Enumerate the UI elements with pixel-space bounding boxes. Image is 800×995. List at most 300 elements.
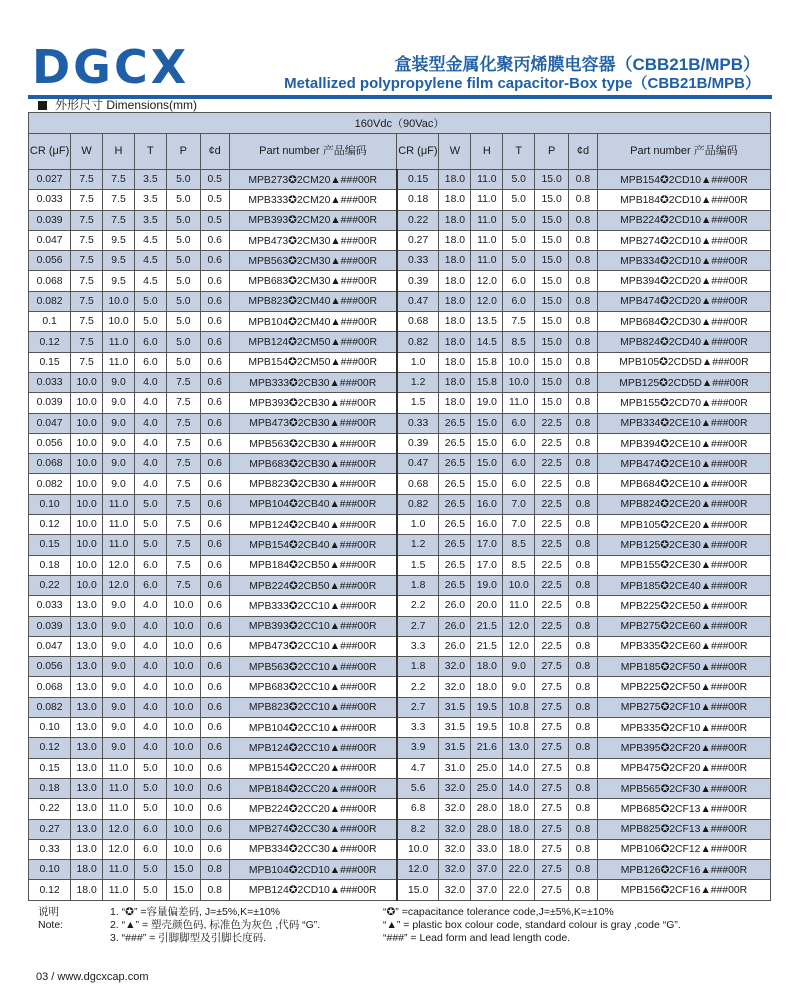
table-cell: 5.0 (134, 535, 166, 555)
table-cell: 0.056 (29, 433, 71, 453)
table-cell: 31.5 (439, 718, 471, 738)
table-cell: 0.6 (200, 474, 229, 494)
table-cell: 7.5 (166, 575, 200, 595)
table-cell: 0.8 (569, 433, 598, 453)
table-cell: 0.27 (29, 819, 71, 839)
table-row (29, 312, 771, 332)
table-cell: 13.0 (503, 738, 535, 758)
table-cell: MPB825✪2CF13▲###00R (597, 819, 770, 839)
table-cell: 10.0 (71, 575, 103, 595)
table-cell: 6.0 (503, 433, 535, 453)
table-row (29, 819, 771, 839)
table-cell: 0.8 (569, 616, 598, 636)
table-cell: 0.8 (569, 291, 598, 311)
table-cell: 32.0 (439, 677, 471, 697)
table-cell: 4.0 (134, 393, 166, 413)
table-cell: 9.0 (103, 738, 135, 758)
table-cell: MPB335✪2CF10▲###00R (597, 718, 770, 738)
table-cell: 8.5 (503, 332, 535, 352)
table-cell: 9.0 (503, 677, 535, 697)
table-cell: 7.5 (503, 312, 535, 332)
table-cell: 11.0 (103, 778, 135, 798)
table-cell: 4.0 (134, 657, 166, 677)
table-cell: 13.0 (71, 616, 103, 636)
table-cell: 15.0 (471, 454, 503, 474)
notes-cn (110, 906, 410, 945)
table-cell: 12.0 (503, 636, 535, 656)
table-cell: 7.5 (166, 372, 200, 392)
table-cell: 0.39 (397, 271, 439, 291)
table-cell: 2.7 (397, 616, 439, 636)
table-cell: MPB683✪2CM30▲###00R (229, 271, 397, 291)
table-cell: 15.0 (535, 291, 569, 311)
table-cell: 0.15 (397, 170, 439, 190)
table-cell: 22.5 (535, 454, 569, 474)
dimensions-heading (38, 96, 197, 113)
table-cell: 18.0 (471, 677, 503, 697)
table-cell: 22.5 (535, 575, 569, 595)
table-cell: MPB333✪2CC10▲###00R (229, 596, 397, 616)
table-cell: 0.8 (569, 230, 598, 250)
table-cell: 0.15 (29, 758, 71, 778)
table-cell: 0.6 (200, 616, 229, 636)
page-title-cn: 盒装型金属化聚丙烯膜电容器（CBB21B/MPB） (394, 55, 760, 74)
table-cell: 9.0 (103, 596, 135, 616)
table-cell: 8.2 (397, 819, 439, 839)
table-cell: 9.0 (103, 413, 135, 433)
table-cell: 12.0 (103, 839, 135, 859)
table-cell: 10.0 (71, 515, 103, 535)
table-cell: 0.6 (200, 515, 229, 535)
table-cell: 18.0 (439, 312, 471, 332)
table-cell: 3.3 (397, 718, 439, 738)
table-cell: MPB124✪2CD10▲###00R (229, 880, 397, 900)
table-cell: 22.5 (535, 636, 569, 656)
table-cell: MPB125✪2CE30▲###00R (597, 535, 770, 555)
table-row (29, 271, 771, 291)
table-cell: 7.5 (71, 291, 103, 311)
table-cell: MPB224✪2CB50▲###00R (229, 575, 397, 595)
table-cell: 6.0 (134, 819, 166, 839)
table-cell: 0.6 (200, 799, 229, 819)
table-cell: 4.0 (134, 596, 166, 616)
table-cell: 15.0 (535, 332, 569, 352)
table-cell: MPB684✪2CE10▲###00R (597, 474, 770, 494)
table-cell: 0.82 (397, 332, 439, 352)
table-cell: 22.0 (503, 880, 535, 900)
table-cell: 18.0 (503, 799, 535, 819)
table-cell: 3.5 (134, 210, 166, 230)
table-cell: 11.0 (103, 880, 135, 900)
table-cell: MPB156✪2CF16▲###00R (597, 880, 770, 900)
table-cell: 0.6 (200, 393, 229, 413)
table-cell: 0.8 (569, 799, 598, 819)
table-row (29, 799, 771, 819)
table-cell: MPB334✪2CD10▲###00R (597, 251, 770, 271)
table-cell: 0.056 (29, 251, 71, 271)
table-cell: 0.18 (397, 190, 439, 210)
table-cell: 13.0 (71, 758, 103, 778)
table-cell: 25.0 (471, 778, 503, 798)
table-cell: MPB684✪2CD30▲###00R (597, 312, 770, 332)
column-header: W (439, 134, 471, 170)
table-cell: 5.0 (166, 352, 200, 372)
table-cell: 12.0 (503, 616, 535, 636)
table-cell: 11.0 (103, 860, 135, 880)
table-cell: 10.0 (71, 393, 103, 413)
table-cell: 9.5 (103, 230, 135, 250)
table-cell: MPB185✪2CF50▲###00R (597, 657, 770, 677)
table-cell: 0.8 (569, 596, 598, 616)
table-cell: 11.0 (103, 535, 135, 555)
table-cell: 18.0 (471, 657, 503, 677)
table-cell: 0.047 (29, 636, 71, 656)
table-cell: 19.5 (471, 697, 503, 717)
table-cell: 22.5 (535, 596, 569, 616)
table-cell: MPB393✪2CB30▲###00R (229, 393, 397, 413)
table-cell: 9.0 (103, 657, 135, 677)
table-cell: 15.0 (535, 312, 569, 332)
table-cell: MPB224✪2CD10▲###00R (597, 210, 770, 230)
table-cell: 7.5 (166, 433, 200, 453)
table-cell: 0.8 (569, 494, 598, 514)
table-row (29, 616, 771, 636)
table-cell: 4.7 (397, 758, 439, 778)
table-cell: 5.0 (134, 515, 166, 535)
table-cell: 7.5 (166, 474, 200, 494)
table-cell: 10.0 (166, 596, 200, 616)
table-cell: 6.0 (503, 291, 535, 311)
table-cell: 4.0 (134, 413, 166, 433)
table-cell: 21.5 (471, 616, 503, 636)
table-cell: 10.0 (71, 555, 103, 575)
table-cell: 18.0 (503, 819, 535, 839)
table-cell: 25.0 (471, 758, 503, 778)
table-cell: 27.5 (535, 758, 569, 778)
table-cell: 7.5 (71, 210, 103, 230)
table-cell: 0.8 (569, 880, 598, 900)
table-cell: MPB124✪2CC10▲###00R (229, 738, 397, 758)
table-cell: 0.15 (29, 535, 71, 555)
table-cell: 5.0 (166, 271, 200, 291)
table-cell: 0.6 (200, 819, 229, 839)
table-row (29, 657, 771, 677)
table-cell: 4.0 (134, 738, 166, 758)
table-cell: 22.5 (535, 413, 569, 433)
table-cell: 15.0 (166, 860, 200, 880)
table-cell: 26.0 (439, 616, 471, 636)
table-cell: 5.0 (166, 190, 200, 210)
table-cell: 1.0 (397, 352, 439, 372)
table-cell: MPB225✪2CE50▲###00R (597, 596, 770, 616)
table-cell: 0.033 (29, 190, 71, 210)
table-cell: 27.5 (535, 880, 569, 900)
table-cell: 15.8 (471, 352, 503, 372)
table-cell: 0.5 (200, 190, 229, 210)
table-cell: 5.0 (134, 758, 166, 778)
table-cell: 15.0 (471, 433, 503, 453)
brand-logo: DGCX (32, 40, 190, 94)
table-cell: 0.18 (29, 778, 71, 798)
table-cell: 10.0 (397, 839, 439, 859)
table-cell: 0.082 (29, 474, 71, 494)
table-cell: 18.0 (439, 170, 471, 190)
table-row (29, 758, 771, 778)
table-cell: MPB155✪2CD70▲###00R (597, 393, 770, 413)
table-cell: 0.10 (29, 494, 71, 514)
table-cell: 0.47 (397, 291, 439, 311)
table-cell: MPB823✪2CB30▲###00R (229, 474, 397, 494)
table-cell: 0.6 (200, 758, 229, 778)
table-cell: 9.5 (103, 271, 135, 291)
table-row (29, 718, 771, 738)
table-cell: 27.5 (535, 657, 569, 677)
table-cell: 26.5 (439, 474, 471, 494)
table-cell: 13.5 (471, 312, 503, 332)
table-cell: 10.0 (503, 575, 535, 595)
column-header: ¢d (569, 134, 598, 170)
table-cell: 5.0 (134, 291, 166, 311)
table-cell: 7.5 (71, 170, 103, 190)
table-cell: 0.8 (569, 352, 598, 372)
table-cell: 9.0 (103, 697, 135, 717)
table-cell: 8.5 (503, 535, 535, 555)
table-cell: 5.0 (134, 778, 166, 798)
table-cell: 0.5 (200, 170, 229, 190)
table-cell: MPB333✪2CB30▲###00R (229, 372, 397, 392)
table-cell: 31.5 (439, 738, 471, 758)
table-cell: 10.0 (166, 819, 200, 839)
table-cell: 0.8 (569, 636, 598, 656)
table-cell: MPB335✪2CE60▲###00R (597, 636, 770, 656)
table-cell: MPB393✪2CM20▲###00R (229, 210, 397, 230)
table-cell: 32.0 (439, 657, 471, 677)
table-cell: 0.047 (29, 413, 71, 433)
table-cell: 0.6 (200, 332, 229, 352)
table-cell: 21.5 (471, 636, 503, 656)
column-header: W (71, 134, 103, 170)
table-cell: 10.0 (166, 799, 200, 819)
table-cell: 10.8 (503, 718, 535, 738)
table-cell: MPB475✪2CF20▲###00R (597, 758, 770, 778)
table-cell: 0.8 (569, 575, 598, 595)
table-cell: 5.0 (134, 494, 166, 514)
dimensions-label: 外形尺寸 Dimensions(mm) (55, 98, 198, 112)
table-cell: MPB104✪2CM40▲###00R (229, 312, 397, 332)
table-row (29, 636, 771, 656)
table-cell: 0.39 (397, 433, 439, 453)
table-cell: 0.039 (29, 393, 71, 413)
table-cell: 0.12 (29, 880, 71, 900)
table-cell: 15.0 (166, 880, 200, 900)
table-cell: 10.0 (166, 778, 200, 798)
table-cell: 0.6 (200, 271, 229, 291)
table-cell: 7.5 (71, 312, 103, 332)
column-header: Part number 产品编码 (597, 134, 770, 170)
table-cell: MPB104✪2CC10▲###00R (229, 718, 397, 738)
table-cell: 9.0 (103, 474, 135, 494)
table-row (29, 535, 771, 555)
table-cell: 3.5 (134, 170, 166, 190)
table-cell: 0.047 (29, 230, 71, 250)
table-cell: 0.10 (29, 860, 71, 880)
table-row (29, 413, 771, 433)
table-cell: 10.0 (103, 312, 135, 332)
table-cell: 0.8 (569, 839, 598, 859)
table-cell: 32.0 (439, 880, 471, 900)
note-cn-2: 2. “▲” = 塑壳颜色码, 标准色为灰色 ,代码 “G”. (110, 919, 321, 931)
column-header: P (535, 134, 569, 170)
table-cell: 6.0 (134, 555, 166, 575)
table-cell: 26.0 (439, 596, 471, 616)
table-cell: 7.5 (166, 413, 200, 433)
table-cell: 4.5 (134, 271, 166, 291)
table-cell: 0.6 (200, 535, 229, 555)
table-cell: 18.0 (439, 291, 471, 311)
table-cell: 11.0 (103, 332, 135, 352)
table-cell: 0.6 (200, 657, 229, 677)
table-cell: MPB394✪2CD20▲###00R (597, 271, 770, 291)
table-cell: 15.0 (471, 413, 503, 433)
table-cell: 7.5 (103, 190, 135, 210)
table-cell: 22.5 (535, 433, 569, 453)
table-cell: 6.0 (134, 352, 166, 372)
table-cell: 10.0 (503, 352, 535, 372)
table-cell: 0.068 (29, 271, 71, 291)
table-cell: 15.0 (535, 352, 569, 372)
table-cell: 15.0 (535, 271, 569, 291)
table-row (29, 677, 771, 697)
table-cell: 4.5 (134, 251, 166, 271)
table-cell: 7.5 (71, 271, 103, 291)
table-row (29, 251, 771, 271)
table-cell: 14.5 (471, 332, 503, 352)
table-cell: 10.0 (71, 474, 103, 494)
table-cell: 12.0 (103, 555, 135, 575)
table-cell: 22.5 (535, 494, 569, 514)
table-cell: MPB473✪2CC10▲###00R (229, 636, 397, 656)
table-cell: 9.0 (103, 454, 135, 474)
table-cell: 10.8 (503, 697, 535, 717)
table-cell: 0.6 (200, 575, 229, 595)
table-cell: MPB824✪2CD40▲###00R (597, 332, 770, 352)
table-cell: 0.8 (200, 880, 229, 900)
table-cell: 9.0 (103, 372, 135, 392)
table-cell: 15.0 (535, 230, 569, 250)
table-row (29, 738, 771, 758)
table-cell: 18.0 (439, 210, 471, 230)
table-cell: 5.0 (503, 190, 535, 210)
table-cell: 7.5 (166, 515, 200, 535)
table-cell: MPB683✪2CB30▲###00R (229, 454, 397, 474)
table-cell: 0.8 (569, 515, 598, 535)
table-cell: 32.0 (439, 778, 471, 798)
table-cell: 0.8 (569, 332, 598, 352)
table-cell: MPB274✪2CD10▲###00R (597, 230, 770, 250)
table-cell: 6.0 (134, 332, 166, 352)
table-cell: 0.6 (200, 433, 229, 453)
table-row (29, 454, 771, 474)
table-cell: 20.0 (471, 596, 503, 616)
table-cell: 0.8 (569, 555, 598, 575)
table-cell: 0.6 (200, 718, 229, 738)
table-cell: 3.5 (134, 190, 166, 210)
table-cell: 0.22 (29, 575, 71, 595)
table-cell: 27.5 (535, 819, 569, 839)
table-cell: 0.8 (569, 393, 598, 413)
table-cell: 4.5 (134, 230, 166, 250)
table-cell: 13.0 (71, 799, 103, 819)
table-cell: MPB563✪2CC10▲###00R (229, 657, 397, 677)
table-cell: 18.0 (439, 332, 471, 352)
table-cell: 22.0 (503, 860, 535, 880)
table-cell: 0.33 (29, 839, 71, 859)
table-cell: 5.0 (503, 230, 535, 250)
table-cell: 0.8 (569, 312, 598, 332)
table-cell: 31.0 (439, 758, 471, 778)
table-cell: MPB683✪2CC10▲###00R (229, 677, 397, 697)
table-cell: 15.0 (535, 190, 569, 210)
table-cell: 27.5 (535, 799, 569, 819)
table-cell: 10.0 (166, 718, 200, 738)
table-cell: 19.0 (471, 393, 503, 413)
table-cell: 0.6 (200, 291, 229, 311)
table-cell: 0.6 (200, 312, 229, 332)
table-row (29, 230, 771, 250)
table-cell: 11.0 (103, 515, 135, 535)
table-cell: MPB105✪2CD5D▲###00R (597, 352, 770, 372)
table-cell: 15.0 (535, 170, 569, 190)
column-header: CR (μF) (397, 134, 439, 170)
table-cell: 0.8 (569, 190, 598, 210)
table-cell: 0.8 (569, 718, 598, 738)
table-cell: 0.68 (397, 474, 439, 494)
table-cell: 12.0 (471, 291, 503, 311)
table-cell: MPB155✪2CE30▲###00R (597, 555, 770, 575)
table-cell: MPB104✪2CD10▲###00R (229, 860, 397, 880)
table-row (29, 839, 771, 859)
table-row (29, 494, 771, 514)
table-cell: 9.5 (103, 251, 135, 271)
column-header: H (103, 134, 135, 170)
table-cell: 0.033 (29, 596, 71, 616)
table-cell: 0.068 (29, 454, 71, 474)
table-cell: 7.5 (166, 494, 200, 514)
table-cell: 7.5 (71, 251, 103, 271)
table-cell: 0.8 (569, 271, 598, 291)
table-cell: 22.5 (535, 535, 569, 555)
table-cell: 0.8 (569, 535, 598, 555)
table-cell: 0.6 (200, 413, 229, 433)
table-cell: MPB565✪2CF30▲###00R (597, 778, 770, 798)
table-cell: 10.0 (166, 657, 200, 677)
notes-label: 说明Note: (38, 906, 64, 931)
table-cell: 11.0 (103, 494, 135, 514)
table-cell: 13.0 (71, 677, 103, 697)
table-cell: 5.0 (134, 799, 166, 819)
table-cell: 10.0 (166, 758, 200, 778)
table-cell: MPB563✪2CB30▲###00R (229, 433, 397, 453)
table-cell: 10.0 (71, 433, 103, 453)
table-cell: 9.0 (103, 677, 135, 697)
table-cell: 11.0 (103, 352, 135, 372)
table-cell: 0.056 (29, 657, 71, 677)
table-cell: 0.033 (29, 372, 71, 392)
table-cell: 10.0 (71, 535, 103, 555)
table-cell: 5.0 (166, 251, 200, 271)
notes-en (383, 906, 800, 945)
table-cell: 13.0 (71, 778, 103, 798)
